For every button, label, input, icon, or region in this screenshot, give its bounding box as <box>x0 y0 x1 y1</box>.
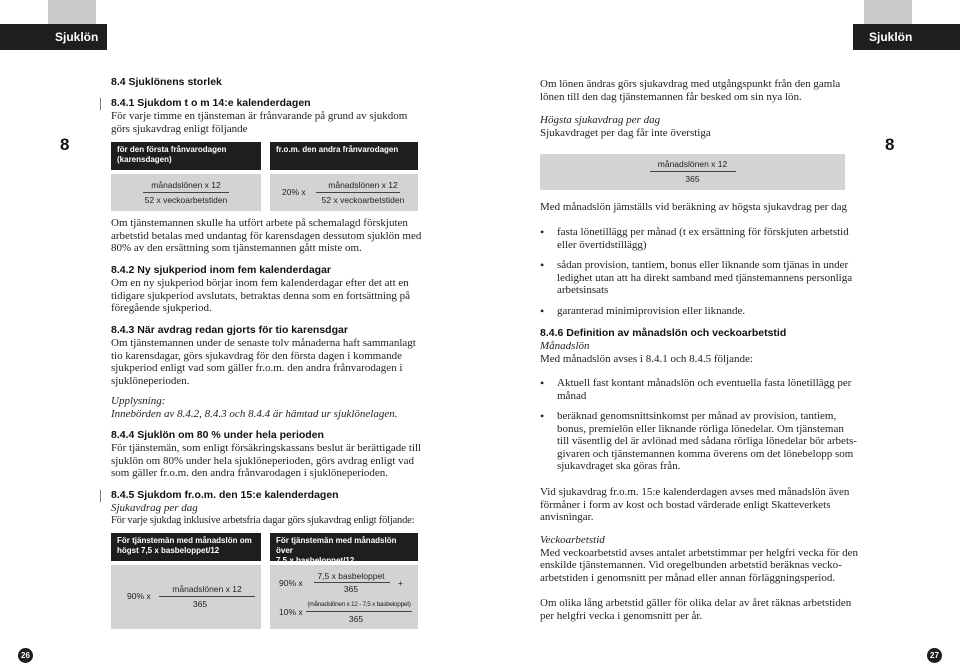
fraction-denominator: 365 <box>348 614 364 624</box>
formula-box-header-high-salary: För tjänstemän med månadslön över 7,5 x basbeloppet/12 <box>270 533 418 561</box>
list-item: • garanterad minimiprovision eller liknande. <box>540 305 860 318</box>
section-subtitle: Månadslön <box>540 340 590 352</box>
left-header-bar <box>0 24 107 50</box>
plus-sign: + <box>398 578 403 588</box>
list-item: • fasta lönetillägg per månad (t ex ersättning för förskjuten arbetstid eller övertidstillägg) <box>540 226 860 251</box>
left-page-title: 8.4 Sjuklönens storlek <box>111 76 222 88</box>
left-header-title: Sjuklön <box>55 30 99 44</box>
formula-prefix: 10% x <box>279 607 303 617</box>
max-deduction-section: Högsta sjukavdrag per dag Sjukavdraget per dag får inte överstiga <box>540 114 860 139</box>
paragraph-line: För varje timme en tjänsteman är frånvarande på grund av sjukdom <box>111 110 408 122</box>
section-heading: 8.4.2 Ny sjukperiod inom fem kalenderdagar <box>111 264 331 276</box>
section-heading: 8.4.6 Definition av månadslön och veckoarbetstid <box>540 327 787 339</box>
fraction-numerator: månadslönen x 12 <box>151 180 221 190</box>
section-8-4-3: 8.4.3 När avdrag redan gjorts för tio karensdgar Om tjänstemannen under de senaste tolv månaderna haft sammanlagt tio karensdagar, görs sjukavdrag för den första dagen i kommande sjukperiod enligt vad som gäller fr.o.m. den andra frånvarodagen i sjuklöneperioden. Upplysning: Innebörden av 8.4.2, 8.4.3 och 8.4.4 är hämtad ur sjuklönelagen. <box>111 324 431 420</box>
change-bar <box>100 490 101 502</box>
section-subtitle: Högsta sjukavdrag per dag <box>540 114 661 126</box>
formula-box-max-deduction <box>540 154 845 190</box>
compare-paragraph: Med månadslön jämställs vid beräkning av högsta sjukavdrag per dag <box>540 201 848 213</box>
fraction-denominator: 365 <box>685 174 700 184</box>
formula-box-header-second-day: fr.o.m. den andra frånvarodagen <box>270 142 418 170</box>
fraction-line <box>650 171 736 172</box>
formula-prefix: 90% x <box>279 578 303 588</box>
paragraph-varying-hours: Om olika lång arbetstid gäller för olika delar av året räknas arbetstiden per helgfri vecka i genomsnitt per år. <box>540 597 852 622</box>
fraction-denominator: 52 x veckoarbetstiden <box>321 195 405 205</box>
list-item: • Aktuell fast kontant månadslön och eventuella fasta lönetillägg per månad <box>540 377 860 402</box>
formula-box-header-low-salary: För tjänstemän med månadslön om högst 7,5 x basbeloppet/12 <box>111 533 261 561</box>
formula-prefix: 20% x <box>282 187 306 197</box>
paragraph-line: görs sjukavdrag enligt följande <box>111 122 248 135</box>
paragraph-after-formula: Om tjänstemannen skulle ha utfört arbete på schemalagd förskjuten arbetstid betalas med undantag för karensdagen dessutom sjuklön med 80% av den ersättning som tjänstemannen gått miste om. <box>111 217 422 254</box>
fraction-denominator: 365 <box>343 584 359 594</box>
formula-box-second-day <box>270 174 418 211</box>
bullet-list-monthly-equivalents <box>540 226 860 317</box>
change-bar <box>100 98 101 110</box>
fraction-numerator: månadslönen x 12 <box>172 584 242 594</box>
note-label: Upplysning: <box>111 395 166 407</box>
note-text: Innebörden av 8.4.2, 8.4.3 och 8.4.4 är hämtad ur sjuklönelagen. <box>111 407 398 420</box>
fraction-line <box>316 192 400 193</box>
section-heading: 8.4.4 Sjuklön om 80 % under hela perioden <box>111 429 324 441</box>
formula-box-high-salary <box>270 565 418 629</box>
right-page-number: 27 <box>927 648 942 663</box>
right-side-tab-top <box>864 0 912 24</box>
fraction-line <box>314 582 390 583</box>
formula-box-low-salary <box>111 565 261 629</box>
section-subtitle: Veckoarbetstid <box>540 534 605 546</box>
right-header-title: Sjuklön <box>869 30 913 44</box>
section-weekly-hours: Veckoarbetstid Med veckoarbetstid avses antalet arbetstimmar per helgfri vecka för den enskilde tjänstemannen. Vid oregelbunden arbetstid beräknas vecko- arbetstiden i genomsnitt per månad eller annan förläggningsperiod. <box>540 534 860 584</box>
right-section-number: 8 <box>885 135 895 154</box>
section-heading: 8.4.3 När avdrag redan gjorts för tio karensdgar <box>111 324 348 336</box>
section-8-4-4: 8.4.4 Sjuklön om 80 % under hela perioden För tjänstemän, som enligt försäkringskassans beslut är berättigade till sjuklön om 80% under hela sjuklöneperioden, görs avdrag enligt vad som gäller fr.o.m. den andra frånvarodagen i sjuklöneperioden. <box>111 429 431 480</box>
fraction-numerator: (månadslönen x 12 - 7,5 x basbeloppet) <box>307 601 411 608</box>
list-item: • beräknad genomsnittsinkomst per månad av provision, tantiem, bonus, premielön eller liknande rörliga lönedelar. Om tjänsteman till väsentlig del är avlönad med sådana rörliga lönedelar bör arbets- givaren och tjänstemannen komma överens om det lönebelopp som sjukavdraget ska göras från. <box>540 410 860 473</box>
fraction-line <box>143 192 229 193</box>
left-page-number: 26 <box>18 648 33 663</box>
fraction-denominator: 52 x veckoarbetstiden <box>144 195 228 205</box>
list-item: • sådan provision, tantiem, bonus eller liknande som tjänas in under ledighet utan att ha direkt samband med tjänstemannens personliga arbetsinsats <box>540 259 860 297</box>
section-subtitle: Sjukavdrag per dag <box>111 502 198 514</box>
section-8-4-5: 8.4.5 Sjukdom fr.o.m. den 15:e kalenderdagen Sjukavdrag per dag För varje sjukdag inklusive arbetsfria dagar görs sjukavdrag enligt följande: <box>111 489 431 527</box>
formula-box-header-first-day: för den första frånvarodagen (karensdagen) <box>111 142 261 170</box>
fraction-numerator: månadslönen x 12 <box>657 159 728 169</box>
section-8-4-6: 8.4.6 Definition av månadslön och veckoarbetstid Månadslön Med månadslön avses i 8.4.1 och 8.4.5 följande: <box>540 327 860 365</box>
fraction-line <box>159 596 255 597</box>
paragraph-benefits: Vid sjukavdrag fr.o.m. 15:e kalenderdagen avses med månadslön även förmåner i form av kost och bostad värderade enligt Skatteverkets anvisningar. <box>540 486 850 523</box>
section-heading: 8.4.1 Sjukdom t o m 14:e kalenderdagen <box>111 97 311 109</box>
fraction-denominator: 365 <box>192 599 208 609</box>
bullet-list-monthly-salary <box>540 377 860 473</box>
fraction-line <box>306 611 412 612</box>
section-8-4-2: 8.4.2 Ny sjukperiod inom fem kalenderdagar Om en ny sjukperiod börjar inom fem kalenderdagar efter det att en tidigare sjukperiod avslutats, betraktas denna som en fortsättning på föregående sjukperiod. <box>111 264 431 315</box>
section-8-4-1 <box>111 97 431 135</box>
formula-prefix: 90% x <box>127 591 151 601</box>
formula-box-first-day <box>111 174 261 211</box>
intro-paragraph: Om lönen ändras görs sjukavdrag med utgångspunkt från den gamla lönen till den dag tjänstemannen får besked om sin nya lön. <box>540 78 841 103</box>
fraction-numerator: 7,5 x basbeloppet <box>317 571 385 581</box>
left-section-number: 8 <box>60 135 70 154</box>
fraction-numerator: månadslönen x 12 <box>328 180 398 190</box>
right-header-bar <box>853 24 960 50</box>
section-heading: 8.4.5 Sjukdom fr.o.m. den 15:e kalenderdagen <box>111 489 339 501</box>
left-side-tab-top <box>48 0 96 24</box>
